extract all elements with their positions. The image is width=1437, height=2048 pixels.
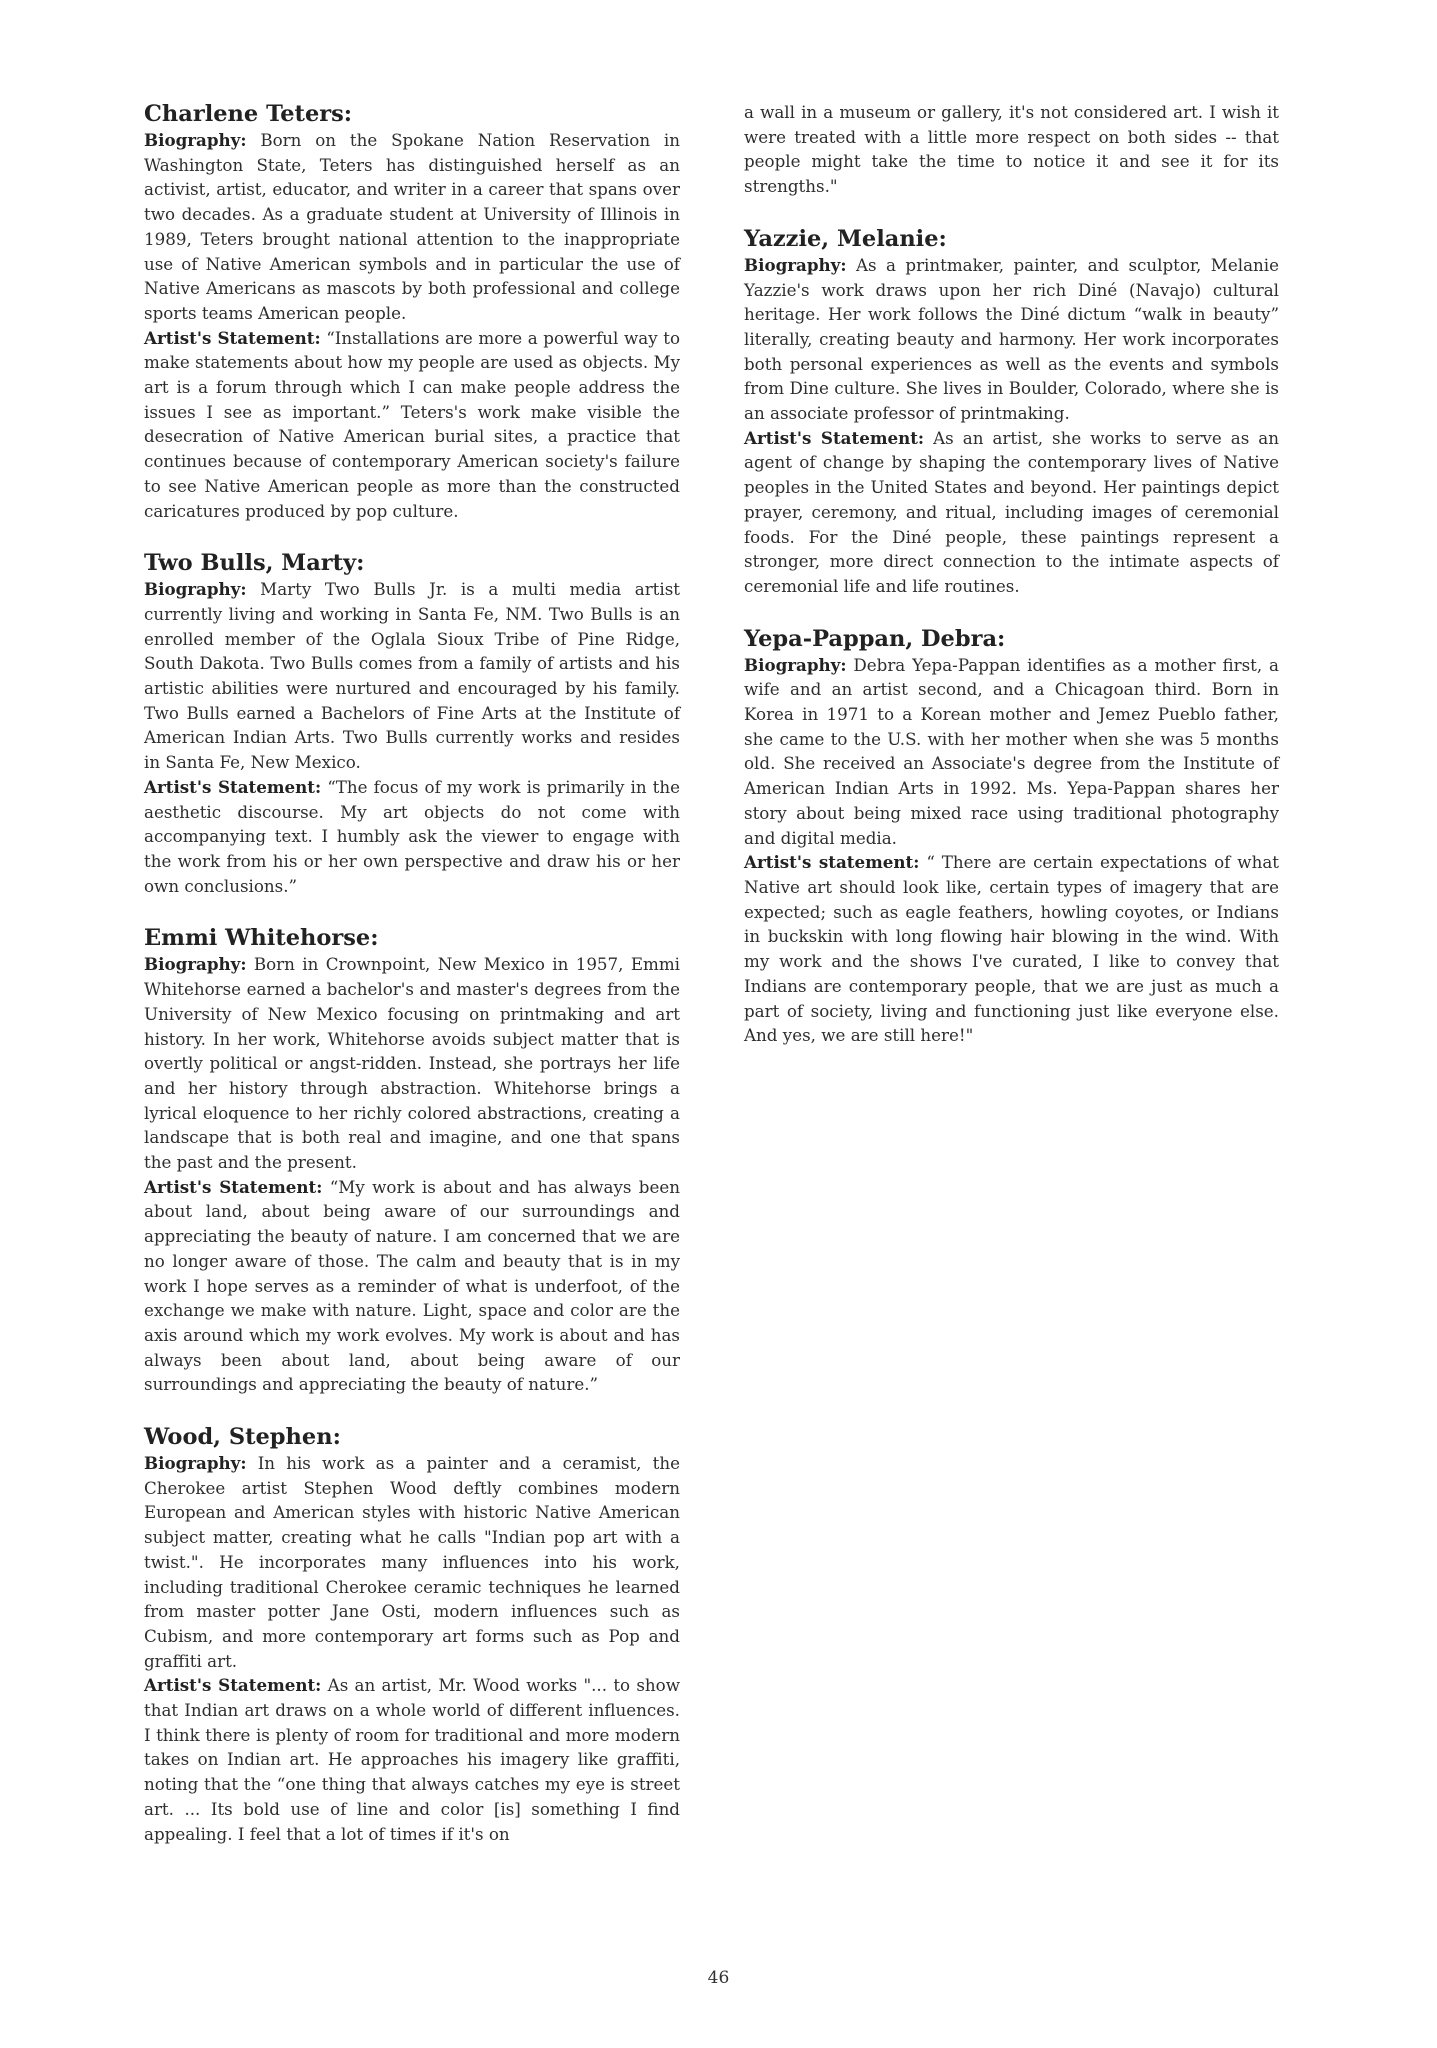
page-number: 46 [707,1968,730,1988]
statement-label: Artist's Statement: [144,327,321,348]
biography-text: Debra Yepa-Pappan identifies as a mother first, a wife and an artist second, and a Chicagoan third. Born in Korea in 1971 to a Korean mother and Jemez Pueblo father, she came to the U.S. with her mother when she was 5 months old. She received an Associate's degree from the Institute of American Indian Arts in 1992. Ms. Yepa-Pappan shares her story about being mixed race using traditional photography and digital media. [744,654,1280,848]
artist-name: Charlene Teters: [144,101,353,127]
biography-label: Biography: [744,254,847,275]
biography-paragraph [144,128,680,326]
biography-paragraph [144,1451,680,1673]
statement-text: As an artist, she works to serve as an agent of change by shaping the contemporary lives of Native peoples in the United States and beyond. Her paintings depict prayer, ceremony, and ritual, including images of ceremonial foods. For the Diné people, these paintings represent a stronger, more direct connection to the intimate aspects of ceremonial life and life routines. [744,427,1279,596]
left-column [144,100,680,1872]
artist-name: Yepa-Pappan, Debra: [744,625,1006,652]
artist-name: Wood, Stephen: [144,1424,341,1451]
statement-paragraph [144,775,680,899]
biography-text: As a printmaker, painter, and sculptor, Melanie Yazzie's work draws upon her rich Diné (Navajo) cultural heritage. Her work follows the Diné dictum “walk in beauty” literally, creating beauty and harmony. Her work incorporates both personal experiences as well as the events and symbols from Dine culture. She lives in Boulder, Colorado, where she is an associate professor of printmaking. [744,254,1279,424]
statement-paragraph [144,326,680,524]
statement-text: As an artist, Mr. Wood works "... to show that Indian art draws on a whole world of different influences. I think there is plenty of room for traditional and more modern takes on Indian art. He approaches his imagery like graffiti, noting that the “one thing that always catches my eye is street art. ... Its bold use of line and color [is] something I find appealing. I feel that a lot of times if it's on [144,1675,680,1844]
statement-paragraph [744,426,1279,599]
artist-entry-wood [144,1423,680,1846]
statement-paragraph [144,1175,680,1397]
biography-text: In his work as a painter and a ceramist, the Cherokee artist Stephen Wood deftly combines modern European and American styles with historic Native American subject matter, creating what he calls "Indian pop art with a twist.". He incorporates many influences into his work, including traditional Cherokee ceramic techniques he learned from master potter Jane Osti, modern influences such as Cubism, and more contemporary art forms such as Pop and graffiti art. [144,1453,680,1671]
biography-text: Marty Two Bulls Jr. is a multi media artist currently living and working in Santa Fe, NM. Two Bulls is an enrolled member of the Oglala Sioux Tribe of Pine Ridge, South Dakota. Two Bulls comes from a family of artists and his artistic abilities were nurtured and encouraged by his family. Two Bulls earned a Bachelors of Fine Arts at the Institute of American Indian Arts. Two Bulls currently works and resides in Santa Fe, New Mexico. [144,579,680,773]
statement-text: “My work is about and has always been about land, about being aware of our surroundings and appreciating the beauty of nature. I am concerned that we are no longer aware of those. The calm and beauty that is in my work I hope serves as a reminder of what is underfoot, of the exchange we make with nature. Light, space and color are the axis around which my work evolves. My work is about and has always been about land, about being aware of our surroundings and appreciating the beauty of nature.” [144,1176,680,1395]
biography-text: Born in Crownpoint, New Mexico in 1957, Emmi Whitehorse earned a bachelor's and master's degrees from the University of New Mexico focusing on printmaking and art history. In her work, Whitehorse avoids subject matter that is overtly political or angst-ridden. Instead, she portrays her life and her history through abstraction. Whitehorse brings a lyrical eloquence to her richly colored abstractions, creating a landscape that is both real and imagine, and one that spans the past and the present. [144,954,680,1173]
statement-label: Artist's statement: [744,852,920,873]
artist-name: Emmi Whitehorse: [144,925,379,952]
statement-paragraph [144,1673,680,1846]
statement-paragraph [744,850,1279,1048]
artist-entry-yepa-pappan [744,625,1279,1048]
artist-entry-teters [144,100,680,523]
artist-entry-yazzie [744,225,1279,599]
biography-label: Biography: [144,579,247,600]
biography-label: Biography: [144,1453,247,1474]
biography-text: Born on the Spokane Nation Reservation in Washington State, Teters has distinguished herself as an activist, artist, educator, and writer in a career that spans over two decades. As a graduate student at University of Illinois in 1989, Teters brought national attention to the inappropriate use of Native American symbols and in particular the use of Native Americans as mascots by both professional and college sports teams American people. [144,130,681,323]
statement-label: Artist's Statement: [144,1675,322,1696]
biography-paragraph [144,952,680,1174]
biography-paragraph [744,253,1279,426]
continued-statement-text: a wall in a museum or gallery, it's not considered art. I wish it were treated with a little more respect on both sides -- that people might take the time to notice it and see it for its strengths." [744,102,1279,197]
right-column [744,100,1279,1074]
statement-label: Artist's Statement: [144,1176,323,1197]
biography-label: Biography: [144,130,247,150]
statement-label: Artist's Statement: [744,427,925,448]
biography-label: Biography: [744,654,847,675]
statement-text: “ There are certain expectations of what Native art should look like, certain types of imagery that are expected; such as eagle feathers, howling coyotes, or Indians in buckskin with long flowing hair blowing in the wind. With my work and the shows I've curated, I like to convey that Indians are contemporary people, that we are just as much a part of society, living and functioning just like everyone else. And yes, we are still here!" [744,852,1279,1046]
biography-paragraph [744,653,1279,851]
artist-entry-whitehorse [144,924,680,1397]
statement-text: “Installations are more a powerful way to make statements about how my people are used as objects. My art is a forum through which I can make people address the issues I see as important.” Teters's work make visible the desecration of Native American burial sites, a practice that continues because of contemporary American society's failure to see Native American people as more than the constructed caricatures produced by pop culture. [144,327,680,521]
artist-name: Yazzie, Melanie: [744,225,947,252]
statement-label: Artist's Statement: [144,776,322,797]
biography-paragraph [144,577,680,775]
biography-label: Biography: [144,954,247,975]
artist-entry-two-bulls [144,549,680,898]
statement-text: “The focus of my work is primarily in the aesthetic discourse. My art objects do not come with accompanying text. I humbly ask the viewer to engage with the work from his or her own perspective and draw his or her own conclusions.” [144,776,680,896]
artist-name: Two Bulls, Marty: [144,550,365,577]
